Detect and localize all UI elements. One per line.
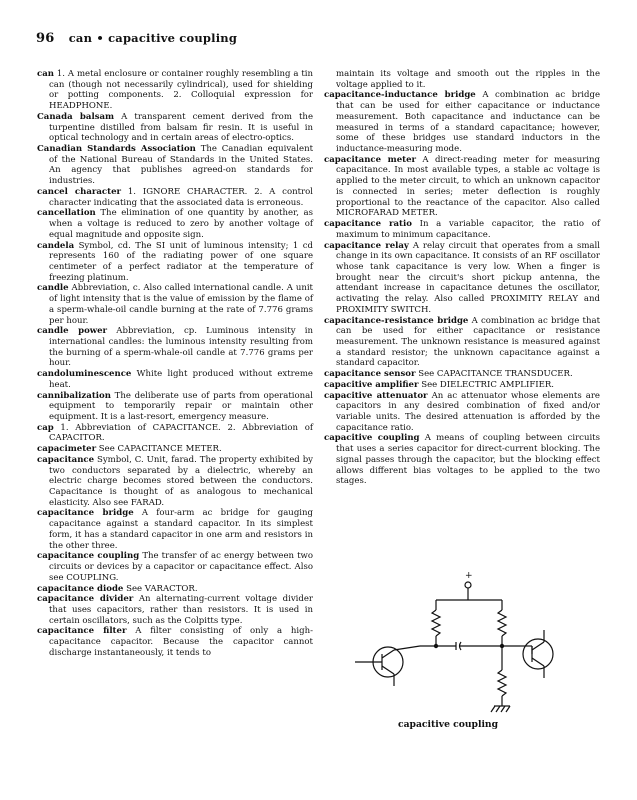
entry: capacitance bridge A four-arm ac bridge for gauging capacitance against a standard capacitor. In its simplest form, it has a standard capacitor in one arm and resistors in the other three. bbox=[37, 508, 313, 551]
entry: capacitance sensor See CAPACITANCE TRANSDUCER. bbox=[324, 369, 573, 380]
right-transistor bbox=[523, 639, 553, 669]
entry: capacitance-inductance bridge A combination ac bridge that can be used for either capacitance or inductance measurement. Both capacitance and inductance can be measured in terms of a standard capacitance; however, some of these bridges use standard inductors in the inductance-measuring mode. bbox=[324, 90, 601, 155]
right-bias-resistor bbox=[498, 610, 506, 636]
entry: can 1. A metal enclosure or container roughly resembling a tin can (though not necessarily cylindrical), used for shielding or potting components. 2. Colloquial expression for HEADPHONE. bbox=[37, 69, 314, 112]
page-number: 96 bbox=[36, 31, 55, 46]
entry: capacimeter See CAPACITANCE METER. bbox=[37, 444, 222, 455]
entry: cancellation The elimination of one quantity by another, as when a voltage is reduced to zero by another voltage of equal magnitude and opposite sign. bbox=[37, 208, 313, 240]
figure-caption: capacitive coupling bbox=[398, 719, 499, 730]
entry: candela Symbol, cd. The SI unit of luminous intensity; 1 cd represents 160 of the radiating power of one square centimeter of a perfect radiator at the temperature of freezing platinum. bbox=[37, 240, 313, 283]
entry: capacitance ratio In a variable capacitor, the ratio of maximum to minimum capacitance. bbox=[324, 219, 601, 240]
entry: cannibalization The deliberate use of parts from operational equipment to temporarily repair or maintain other equipment. It is a last-resort, emergency measure. bbox=[37, 390, 314, 422]
entry: capacitive coupling A means of coupling between circuits that uses a series capacitor for direct-current blocking. The signal passes through the capacitor, but the blocking effect allows different bias voltages to be applied to the two stages. bbox=[324, 433, 601, 487]
entry: capacitive attenuator An ac attenuator whose elements are capacitors in any desired combination of fixed and/or variable units. The desired attenuation is afforded by the capacitance ratio. bbox=[324, 390, 600, 433]
right-column bbox=[324, 69, 600, 487]
entry: capacitance meter A direct-reading meter for measuring capacitance. In most available types, a stable ac voltage is applied to the meter circuit, to which an unknown capacitor is connected in series; meter deflection is roughly proportional to the reactance of the capacitor. Also called MICROFARAD METER. bbox=[324, 154, 601, 219]
running-title: can • capacitive coupling bbox=[68, 31, 238, 45]
entry: capacitance divider An alternating-current voltage divider that uses capacitors, rather than resistors. It is used in certain oscillators, such as the Colpitts type. bbox=[37, 594, 313, 626]
entry: capacitive amplifier See DIELECTRIC AMPLIFIER. bbox=[324, 379, 555, 390]
left-column bbox=[37, 69, 313, 659]
entry: capacitance relay A relay circuit that operates from a small change in its own capacitance. It consists of an RF oscillator whose tank capacitance is very low. When a finger is brought near the circuit's short pickup antenna, the attendant increase in capacitance detunes the oscillator, activating the relay. Also called PROXIMITY RELAY and PROXIMITY SWITCH. bbox=[324, 240, 600, 315]
entry: capacitance coupling The transfer of ac energy between two circuits or devices by a capacitor or capacitance effect. Also see COUPLING. bbox=[37, 551, 314, 583]
plus-label: + bbox=[465, 571, 473, 581]
left-collector-resistor bbox=[432, 610, 440, 636]
supply-terminal bbox=[465, 582, 471, 588]
entry: Canadian Standards Association The Canadian equivalent of the National Bureau of Standards in the United States. An agency that publishes agreed-on standards for industries. bbox=[37, 144, 314, 187]
entry: Canada balsam A transparent cement derived from the turpentine distilled from balsam fir resin. It is useful in optical technology and in certain areas of electro-optics. bbox=[37, 111, 313, 144]
entry: capacitance-resistance bridge A combination ac bridge that can be used for either capacitance or resistance measurement. The unknown resistance is measured against a standard resistor; the unknown capacitance against a standard capacitor. bbox=[324, 315, 600, 369]
entry: capacitance filter A filter consisting of only a high-capacitance capacitor. Because the capacitor cannot discharge instantaneously, it tends to bbox=[37, 626, 313, 658]
entry: candoluminescence White light produced without extreme heat. bbox=[37, 369, 313, 390]
entry: cancel character 1. IGNORE CHARACTER. 2. A control character indicating that the associated data is erroneous. bbox=[37, 186, 314, 208]
entry-continued: maintain its voltage and smooth out the ripples in the voltage applied to it. bbox=[336, 69, 600, 90]
entry: cap 1. Abbreviation of CAPACITANCE. 2. Abbreviation of CAPACITOR. bbox=[37, 422, 314, 444]
entry: candle Abbreviation, c. Also called international candle. A unit of light intensity that is the value of emission by the flame of a sperm-whale-oil candle burning at the rate of 7.776 grams per hour. bbox=[37, 283, 313, 326]
page-header bbox=[36, 31, 237, 46]
entry: capacitance diode See VARACTOR. bbox=[37, 583, 198, 594]
entry: candle power Abbreviation, cp. Luminous intensity in international candles: the luminous intensity resulting from the burning of a sperm-whale-oil candle at 7.776 grams per hour. bbox=[37, 326, 313, 369]
right-ground-resistor bbox=[498, 670, 506, 696]
entry: capacitance Symbol, C. Unit, farad. The property exhibited by two conductors separated by a dielectric, whereby an electric charge becomes stored between the conductors. Capacitance is thought of as analogous to mechanical elasticity. Also see FARAD. bbox=[37, 454, 313, 508]
